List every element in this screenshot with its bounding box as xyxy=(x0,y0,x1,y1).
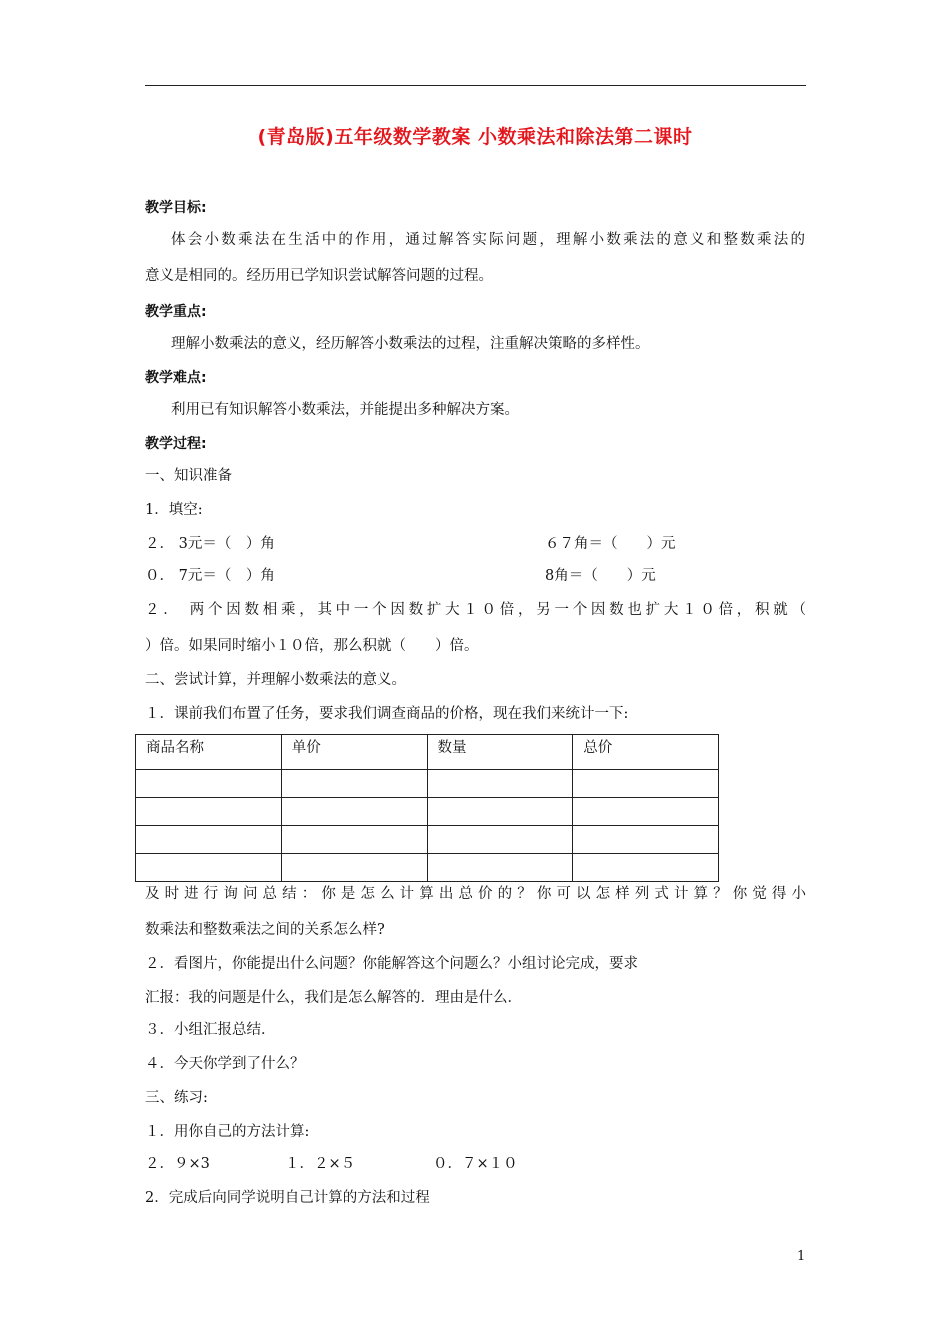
objectives-heading: 教学目标: xyxy=(145,200,207,216)
table-row xyxy=(136,854,719,882)
table-cell xyxy=(427,854,573,882)
exercise-calc-1: ２．９×3 xyxy=(145,1156,210,1172)
table-header-row xyxy=(136,735,719,770)
exercise-calc-2: １．２×５ xyxy=(285,1156,356,1172)
table-header-cell: 总价 xyxy=(573,735,719,770)
table-cell xyxy=(427,826,573,854)
page-number: 1 xyxy=(797,1249,806,1264)
summary-line-1: 及时进行询问总结：你是怎么计算出总价的？你可以怎样列式计算？你觉得小 xyxy=(145,886,806,902)
objectives-line-2: 意义是相同的。经历用已学知识尝试解答问题的过程。 xyxy=(145,268,493,284)
table-row xyxy=(136,798,719,826)
table-cell xyxy=(573,798,719,826)
table-cell xyxy=(281,854,427,882)
goods-price-table xyxy=(135,734,719,882)
table-cell xyxy=(427,770,573,798)
table-cell xyxy=(281,798,427,826)
table-cell xyxy=(573,826,719,854)
item-1-text: １．课前我们布置了任务，要求我们调查商品的价格，现在我们来统计一下: xyxy=(145,706,629,722)
table-cell xyxy=(136,798,282,826)
table-cell xyxy=(573,854,719,882)
document-title: (青岛版)五年级数学教案 小数乘法和除法第二课时 xyxy=(257,126,693,148)
exercise-2-text: 2．完成后向同学说明自己计算的方法和过程 xyxy=(145,1190,430,1206)
table-cell xyxy=(281,770,427,798)
fill-row-1-left: ２． 3元＝（ ）角 xyxy=(145,536,275,552)
item-3-text: ３．小组汇报总结． xyxy=(145,1022,276,1038)
table-header-cell: 单价 xyxy=(281,735,427,770)
table-cell xyxy=(427,798,573,826)
key-points-heading: 教学重点: xyxy=(145,304,207,320)
fill-row-1-right: ６７角＝（ ）元 xyxy=(545,536,676,552)
fill-row-1 xyxy=(145,534,810,554)
difficulties-line-1: 利用已有知识解答小数乘法，并能提出多种解决方案。 xyxy=(171,402,519,418)
question-2-line-1: ２． 两个因数相乘，其中一个因数扩大１０倍，另一个因数也扩大１０倍，积就（ xyxy=(145,602,806,618)
item-2-report: 汇报：我的问题是什么，我们是怎么解答的．理由是什么． xyxy=(145,990,522,1006)
fill-row-2-left: ０． 7元＝（ ）角 xyxy=(145,568,275,584)
fill-row-2-right: 8角＝（ ）元 xyxy=(545,568,656,584)
fill-row-2 xyxy=(145,566,810,586)
table-header-cell: 数量 xyxy=(427,735,573,770)
item-2-text: ２．看图片，你能提出什么问题？你能解答这个问题么？小组讨论完成，要求 xyxy=(145,956,638,972)
exercise-1-text: １．用你自己的方法计算: xyxy=(145,1124,310,1140)
difficulties-heading: 教学难点: xyxy=(145,370,207,386)
table-cell xyxy=(281,826,427,854)
table-cell xyxy=(136,770,282,798)
table-row xyxy=(136,770,719,798)
objectives-line-1: 体会小数乘法在生活中的作用，通过解答实际问题，理解小数乘法的意义和整数乘法的 xyxy=(171,232,805,248)
item-4-text: ４．今天你学到了什么？ xyxy=(145,1056,305,1072)
fill-blank-label: 1．填空: xyxy=(145,502,203,518)
process-heading: 教学过程: xyxy=(145,436,207,452)
table-cell xyxy=(136,854,282,882)
exercise-calculations xyxy=(145,1154,810,1174)
summary-line-2: 数乘法和整数乘法之间的关系怎么样? xyxy=(145,922,385,938)
key-points-line-1: 理解小数乘法的意义，经历解答小数乘法的过程，注重解决策略的多样性。 xyxy=(171,336,650,352)
exercise-calc-3: ０．７×１０ xyxy=(433,1156,518,1172)
table-cell xyxy=(573,770,719,798)
table-header-cell: 商品名称 xyxy=(136,735,282,770)
question-2-line-2: ）倍。如果同时缩小１０倍，那么积就（ ）倍。 xyxy=(145,638,479,654)
table-row xyxy=(136,826,719,854)
section-2-heading: 二、尝试计算，并理解小数乘法的意义。 xyxy=(145,672,406,688)
header-rule xyxy=(145,85,806,86)
section-1-heading: 一、知识准备 xyxy=(145,468,232,484)
section-3-heading: 三、练习: xyxy=(145,1090,208,1106)
table-cell xyxy=(136,826,282,854)
